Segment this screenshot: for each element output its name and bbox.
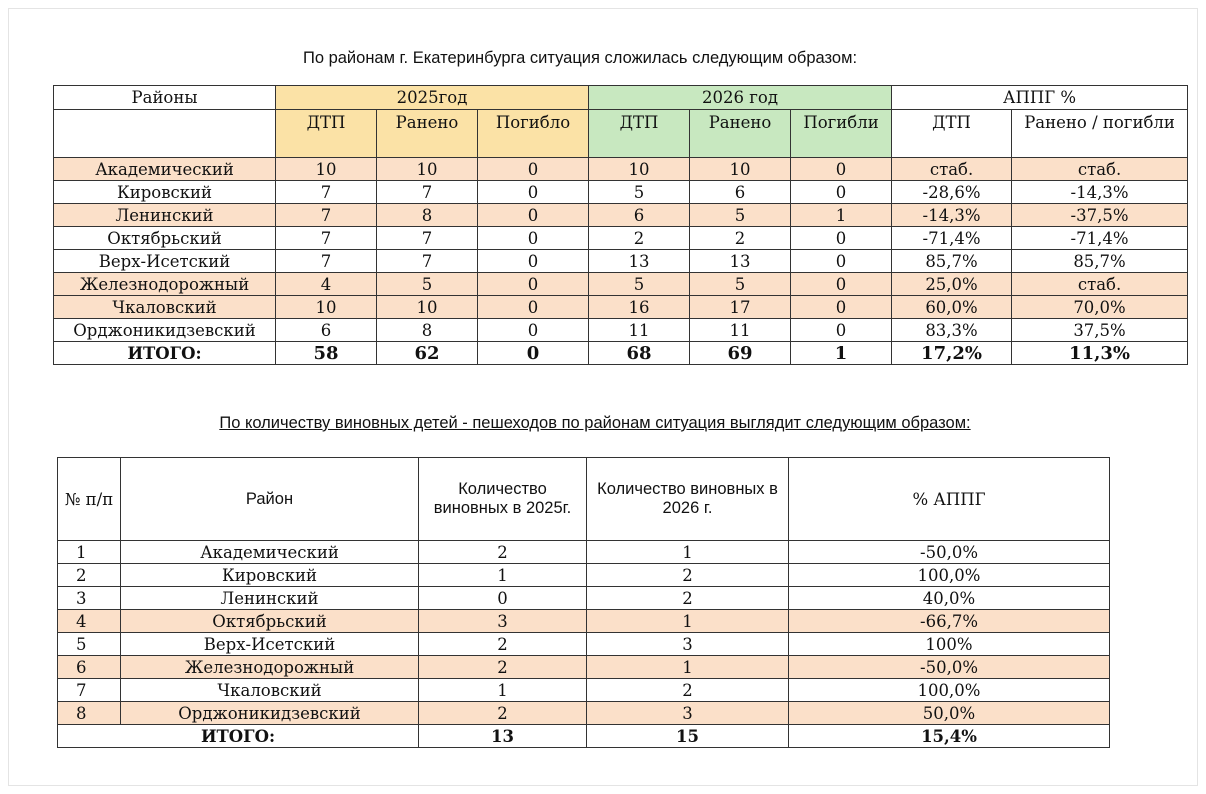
subheader-cell: Погибли [791,110,892,158]
cell: -37,5% [1012,204,1188,227]
table-row [54,273,1188,296]
total-label: ИТОГО: [54,342,276,365]
district-name: Верх-Исетский [121,633,419,656]
cell: 25,0% [892,273,1012,296]
header-count-2026: Количество виновных в 2026 г. [587,458,789,541]
child-pedestrians-table [57,457,1110,748]
district-name: Ленинский [121,587,419,610]
cell: 7 [276,204,377,227]
district-name: Орджоникидзевский [54,319,276,342]
cell: 7 [276,227,377,250]
total-cell: 17,2% [892,342,1012,365]
cell: 11 [690,319,791,342]
cell: 10 [276,296,377,319]
header-appg: АППГ % [892,86,1188,110]
table-row [54,181,1188,204]
cell: 0 [478,273,589,296]
cell: 7 [276,181,377,204]
total-cell: 62 [377,342,478,365]
total-cell: 0 [478,342,589,365]
cell: 0 [791,158,892,181]
cell: 40,0% [789,587,1110,610]
cell: 10 [589,158,690,181]
cell: 2 [419,702,587,725]
cell: 2 [587,564,789,587]
header-district: Район [121,458,419,541]
cell: 1 [587,656,789,679]
total-cell: 15,4% [789,725,1110,748]
total-cell: 13 [419,725,587,748]
row-number: 6 [58,656,121,679]
table1-header-row [54,86,1188,110]
cell: 5 [589,273,690,296]
cell: 3 [587,633,789,656]
header-number: № п/п [58,458,121,541]
cell: 2 [589,227,690,250]
cell: 1 [419,564,587,587]
row-number: 1 [58,541,121,564]
cell: 11 [589,319,690,342]
table-row [54,250,1188,273]
cell: 2 [690,227,791,250]
cell: 13 [589,250,690,273]
cell: 1 [587,541,789,564]
district-name: Чкаловский [121,679,419,702]
cell: 0 [478,181,589,204]
table-row [54,319,1188,342]
table1-subheader-row [54,110,1188,158]
cell: 0 [478,296,589,319]
table-row [54,227,1188,250]
cell: 0 [791,250,892,273]
cell: 1 [587,610,789,633]
row-number: 5 [58,633,121,656]
table-row [54,158,1188,181]
cell: 0 [791,227,892,250]
cell: -14,3% [1012,181,1188,204]
cell: 0 [791,319,892,342]
table-row [54,296,1188,319]
cell: 2 [419,633,587,656]
cell: 1 [791,204,892,227]
cell: 10 [377,296,478,319]
district-name: Верх-Исетский [54,250,276,273]
row-number: 3 [58,587,121,610]
cell: 0 [419,587,587,610]
cell: -71,4% [892,227,1012,250]
table-row [58,587,1110,610]
table1-total-row [54,342,1188,365]
district-name: Кировский [121,564,419,587]
cell: 7 [377,250,478,273]
row-number: 8 [58,702,121,725]
cell: 4 [276,273,377,296]
table-row [58,633,1110,656]
header-appg: % АППГ [789,458,1110,541]
cell: 7 [276,250,377,273]
cell: 7 [377,227,478,250]
cell: 100,0% [789,564,1110,587]
cell: -71,4% [1012,227,1188,250]
cell: 85,7% [892,250,1012,273]
header-year-2025: 2025год [276,86,589,110]
cell: 6 [589,204,690,227]
row-number: 2 [58,564,121,587]
table2-header-row [58,458,1110,541]
district-name: Октябрьский [54,227,276,250]
cell: 5 [589,181,690,204]
cell: 8 [377,319,478,342]
subheader-empty [54,110,276,158]
table-row [58,541,1110,564]
row-number: 7 [58,679,121,702]
cell: 8 [377,204,478,227]
total-cell: 1 [791,342,892,365]
subheader-cell: Ранено [690,110,791,158]
cell: 0 [478,158,589,181]
cell: 3 [419,610,587,633]
cell: 0 [478,227,589,250]
cell: 85,7% [1012,250,1188,273]
cell: 10 [276,158,377,181]
cell: 13 [690,250,791,273]
cell: 100% [789,633,1110,656]
total-cell: 68 [589,342,690,365]
district-name: Кировский [54,181,276,204]
total-cell: 15 [587,725,789,748]
cell: 0 [791,273,892,296]
district-name: Октябрьский [121,610,419,633]
table1-title: По районам г. Екатеринбурга ситуация сложилась следующим образом: [302,49,858,67]
cell: 100,0% [789,679,1110,702]
subheader-cell: Ранено [377,110,478,158]
table-row [58,656,1110,679]
cell: 5 [377,273,478,296]
cell: стаб. [1012,273,1188,296]
cell: -14,3% [892,204,1012,227]
cell: 3 [587,702,789,725]
total-cell: 69 [690,342,791,365]
cell: 6 [276,319,377,342]
cell: 2 [587,587,789,610]
cell: 0 [478,319,589,342]
cell: -50,0% [789,656,1110,679]
cell: 10 [690,158,791,181]
cell: 0 [478,204,589,227]
cell: 7 [377,181,478,204]
cell: 16 [589,296,690,319]
cell: 2 [419,541,587,564]
cell: 70,0% [1012,296,1188,319]
cell: 60,0% [892,296,1012,319]
district-accidents-table [53,85,1188,365]
total-cell: 11,3% [1012,342,1188,365]
table-row [58,610,1110,633]
district-name: Ленинский [54,204,276,227]
cell: 10 [377,158,478,181]
district-name: Железнодорожный [54,273,276,296]
cell: стаб. [892,158,1012,181]
subheader-cell: Ранено / погибли [1012,110,1188,158]
cell: 0 [478,250,589,273]
table2-title: По количеству виновных детей - пешеходов по районам ситуация выглядит следующим образом: [219,414,971,432]
table-row [58,564,1110,587]
subheader-cell: ДТП [892,110,1012,158]
table2-total-row [58,725,1110,748]
subheader-cell: ДТП [276,110,377,158]
subheader-cell: Погибло [478,110,589,158]
cell: 50,0% [789,702,1110,725]
table-row [58,679,1110,702]
cell: -50,0% [789,541,1110,564]
table-row [58,702,1110,725]
cell: 0 [791,296,892,319]
cell: 5 [690,204,791,227]
header-year-2026: 2026 год [589,86,892,110]
subheader-cell: ДТП [589,110,690,158]
header-count-2025: Количество виновных в 2025г. [419,458,587,541]
cell: 1 [419,679,587,702]
row-number: 4 [58,610,121,633]
cell: 83,3% [892,319,1012,342]
district-name: Железнодорожный [121,656,419,679]
cell: 0 [791,181,892,204]
district-name: Академический [54,158,276,181]
district-name: Чкаловский [54,296,276,319]
cell: 2 [587,679,789,702]
table-row [54,204,1188,227]
header-districts: Районы [54,86,276,110]
cell: -28,6% [892,181,1012,204]
cell: 2 [419,656,587,679]
total-cell: 58 [276,342,377,365]
cell: 5 [690,273,791,296]
cell: -66,7% [789,610,1110,633]
district-name: Академический [121,541,419,564]
cell: 17 [690,296,791,319]
district-name: Орджоникидзевский [121,702,419,725]
cell: стаб. [1012,158,1188,181]
cell: 37,5% [1012,319,1188,342]
total-label: ИТОГО: [58,725,419,748]
cell: 6 [690,181,791,204]
